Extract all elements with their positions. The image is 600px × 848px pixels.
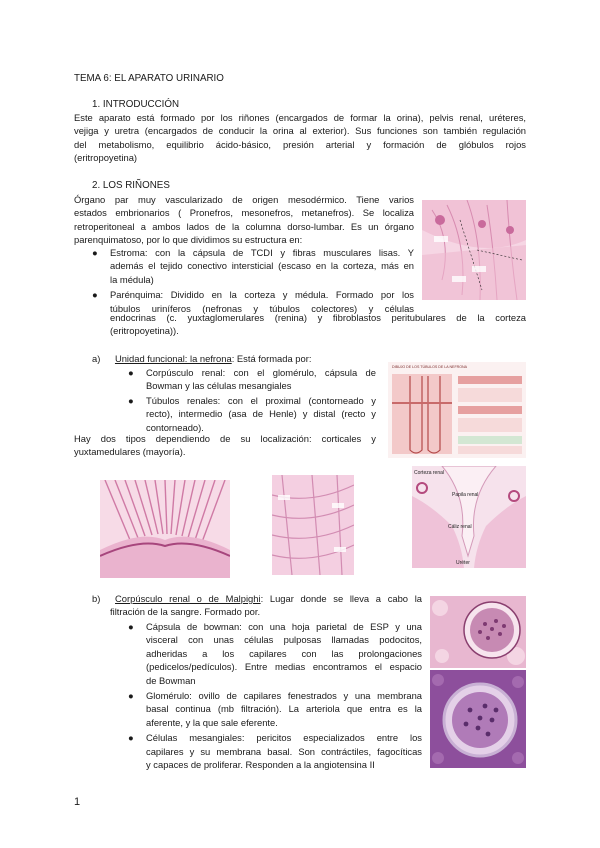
list-item (128, 366, 376, 393)
glomerulus-histology-image-1 (430, 596, 526, 668)
text-line: visceral con unas células pulposas llamadas podocitos, (146, 634, 422, 646)
section-1-paragraph (74, 111, 526, 165)
papilla-histology-image (412, 466, 526, 568)
bullet-list-estroma (92, 246, 414, 315)
text-line: Parénquima: Dividido en la corteza y médula. Formado por los (110, 289, 414, 301)
text-line: Órgano par muy vascularizado de origen mesodérmico. Tiene varios (74, 194, 414, 205)
text-line: y capaces de proliferar. Responden a la angiotensina II (146, 759, 375, 771)
text-line: Glomérulo: ovillo de capilares fenestrados y una membrana (146, 690, 422, 702)
figure-label: Papila renal (452, 492, 479, 498)
medulla-histology-image (100, 480, 230, 578)
glomerulus-histology-image-2 (430, 670, 526, 768)
subsection-label: Corpúsculo renal o de Malpighi (115, 593, 261, 604)
figure-label: Cáliz renal (448, 524, 472, 530)
nephron-diagram-image (388, 362, 526, 458)
kidney-histology-image (422, 200, 526, 300)
subsection-rest: : Lugar donde se lleva a cabo la (260, 593, 422, 604)
text-line: Hay dos tipos dependiendo de su localización: corticales y (74, 433, 376, 444)
text-line: Células mesangiales: pericitos especializados entre los (146, 732, 422, 744)
text-line: además el tejido conectivo intersticial (escaso en la corteza, más en (110, 260, 414, 272)
text-line: filtración de la sangre. Formado por. (110, 606, 261, 618)
bullet-icon: ● (128, 732, 134, 744)
bullet-list-corpusculo (128, 620, 422, 771)
text-line: (eritropoyetina)). (110, 325, 179, 336)
text-line: contorneado). (146, 421, 204, 433)
section-1-heading: 1. INTRODUCCIÓN (92, 99, 180, 110)
text-line: yuxtamedulares (mayoría). (74, 446, 186, 458)
list-item (92, 246, 414, 286)
text-line: de Bowman (146, 674, 196, 686)
subsection-marker: a) (92, 353, 101, 364)
bullet-icon: ● (128, 690, 134, 702)
figure-label: Uréter (456, 560, 470, 566)
list-item (128, 620, 422, 687)
page-number: 1 (74, 796, 81, 808)
cortex-histology-image (272, 475, 354, 575)
text-line: retroperitoneal a ambos lados de la columna dorso-lumbar. Es un órgano (74, 220, 414, 232)
text-line: Bowman y las células mesangiales (146, 380, 292, 392)
subsection-a-after (74, 432, 376, 459)
text-line: adheridas a los capilares con las prolongaciones (146, 647, 422, 659)
text-line: Túbulos renales: con el proximal (contorneado y (146, 394, 376, 406)
text-line: parenquimatoso, por lo que dividimos su estructura en: (74, 234, 303, 246)
list-item (128, 394, 376, 434)
bullet-list-nefrona (128, 366, 376, 434)
text-line: Este aparato está formado por los riñones (encargados de formar la orina), pelvis renal, uréteres, (74, 112, 526, 123)
text-line: capilares y su membrana basal. Son contráctiles, fagocíticas (146, 745, 422, 757)
text-line: la médula) (110, 273, 154, 285)
text-line: endocrinas (c. yuxtaglomerulares (renina) y fibroblastos peritubulares de la corteza (110, 312, 526, 323)
text-line (92, 592, 422, 605)
subsection-rest: : Está formada por: (231, 353, 312, 364)
text-line: (pedicelos/pedículos). Entre medias encontramos el espacio (146, 661, 422, 673)
section-2-intro (74, 193, 414, 247)
text-line: túbulos uriníferos (nefronas y túbulos colectores) y células (110, 302, 414, 314)
figure-label: Corteza renal (414, 470, 445, 476)
text-line: recto), intermedio (asa de Henle) y distal (recto y (146, 408, 376, 420)
text-line: basal continua (mb filtración). La arteriola que entra es la (146, 703, 422, 715)
subsection-label: Unidad funcional: la nefrona (114, 353, 232, 364)
text-line: del metabolismo, equilibrio ácido-básico, presión arterial y formación de glóbulos rojos (74, 138, 526, 150)
bullet-icon: ● (128, 367, 134, 378)
document-title: TEMA 6: EL APARATO URINARIO (74, 73, 224, 84)
text-line: (eritropoyetina) (74, 152, 138, 164)
subsection-a-heading (92, 352, 382, 365)
subsection-b-heading (92, 592, 422, 619)
text-line: vejiga y uretra (encargados de conducir la orina al exterior). Sus funciones son también regulación (74, 125, 526, 137)
text-line: Estroma: con la cápsula de TCDI y fibras musculares lisas. Y (110, 247, 414, 258)
bullet-icon: ● (92, 289, 98, 301)
list-item (128, 689, 422, 729)
bullet-icon: ● (128, 394, 134, 406)
subsection-marker: b) (92, 593, 101, 604)
diagram-title: DIBUJO DE LOS TÚBULOS DE LA NEFRONA (392, 365, 468, 369)
text-line: Cápsula de bowman: con una hoja parietal de ESP y una (146, 621, 422, 632)
text-line: aferente, y la que sale eferente. (146, 716, 278, 728)
list-item (128, 731, 422, 771)
text-line: estados embrionarios ( Pronefros, mesonefros, metanefros). Se localiza (74, 207, 414, 219)
bullet-icon: ● (92, 247, 98, 258)
section-2-heading: 2. LOS RIÑONES (92, 180, 170, 191)
text-line: Corpúsculo renal: con el glomérulo, cápsula de (146, 367, 376, 378)
bullet-icon: ● (128, 621, 134, 632)
